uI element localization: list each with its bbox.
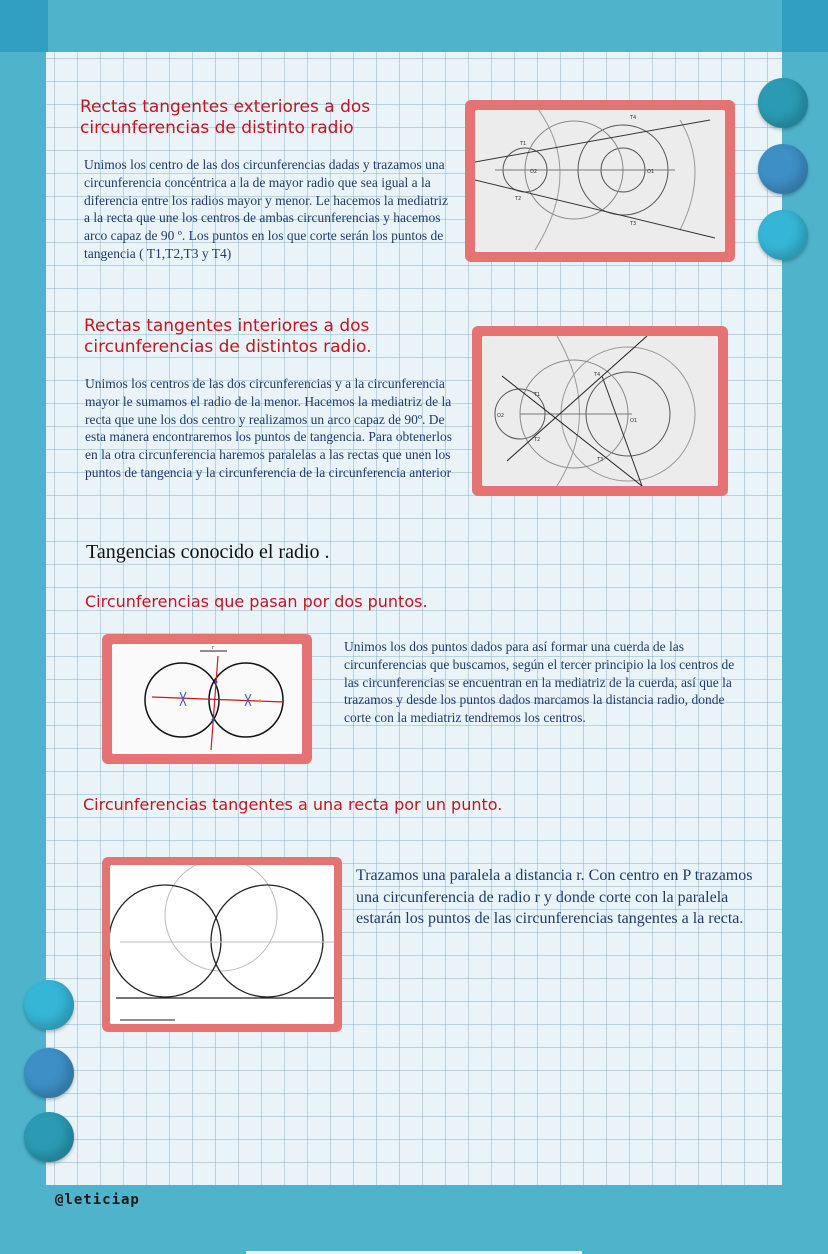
- section2-figure-canvas: [482, 336, 718, 486]
- section4-heading: Circunferencias tangentes a una recta por un punto.: [83, 795, 503, 814]
- section1-heading-line1: Rectas tangentes exteriores a dos: [80, 97, 371, 117]
- section4-body: Trazamos una paralela a distancia r. Con centro en P trazamos una circunferencia de radio r y donde corte con la paralela estarán los puntos de las circunferencias tangentes a la recta.: [356, 867, 753, 927]
- two-points-diagram: [112, 644, 302, 754]
- binder-ring-icon: [758, 144, 808, 194]
- top-left-corner: [0, 0, 48, 52]
- section1-body: Unimos los centro de las dos circunferencias dadas y trazamos una circunferencia concéntrica a la de mayor radio que sea igual a la diferencia entre los radios mayor y menor. Le hacemos la mediatriz a la recta que une los centros de ambas circunferencias y hacemos arco capaz de 90 º. Los puntos en los que corte serán los puntos de tangencia ( T1,T2,T3 y T4): [84, 157, 448, 261]
- section3-figure: [102, 634, 312, 764]
- label-t3: T3: [597, 457, 604, 463]
- section1-figure-canvas: [475, 110, 725, 252]
- section1-heading-line2: circunferencias de distinto radio: [80, 118, 354, 138]
- page-title: Tangencias conocido el radio .: [86, 541, 330, 563]
- label-t1: T1: [534, 392, 541, 398]
- label-t4: T4: [594, 372, 601, 378]
- binder-ring-icon: [24, 1048, 74, 1098]
- label-t2: T2: [515, 196, 522, 202]
- exterior-tangents-diagram: [475, 110, 725, 252]
- section2-heading-line1: Rectas tangentes interiores a dos: [84, 316, 370, 336]
- top-right-corner: [782, 0, 828, 52]
- section3-heading: Circunferencias que pasan por dos puntos.: [85, 592, 428, 611]
- binder-ring-icon: [24, 980, 74, 1030]
- label-o1: O1: [647, 169, 655, 175]
- binder-ring-icon: [758, 78, 808, 128]
- label-o2: O2: [530, 169, 538, 175]
- label-t3: T3: [630, 221, 637, 227]
- label-t4: T4: [630, 115, 637, 121]
- author-handle: @leticiap: [55, 1192, 140, 1208]
- tangent-to-line-diagram: [110, 865, 334, 1024]
- section2-heading-line2: circunferencias de distintos radio.: [84, 337, 372, 357]
- label-o1: O1: [630, 418, 638, 424]
- section3-body: Unimos los dos puntos dados para así formar una cuerda de las circunferencias que buscamos, según el tercer principio la los centros de las circunferencias se encuentran en la mediatriz de la cuerda, así que la trazamos y desde los puntos dados marcamos la distancia radio, donde corte con la mediatriz tendremos los centros.: [344, 639, 735, 726]
- section1-figure: [465, 100, 735, 262]
- section2-body: Unimos los centros de las dos circunferencias y a la circunferencia mayor le sumamos el radio de la menor. Hacemos la mediatriz de la recta que une los dos centro y realizamos un arco capaz de 90º. De esta manera encontraremos los puntos de tangencia. Para obtenerlos en la otra circunferencia haremos paralelas a las rectas que unen los puntos de tangencia y la circunferencia de la circunferencia anterior: [85, 376, 452, 480]
- section4-figure-canvas: [110, 865, 334, 1024]
- binder-ring-icon: [24, 1112, 74, 1162]
- label-r: r: [212, 645, 215, 651]
- label-o2: O2: [497, 413, 505, 419]
- interior-tangents-diagram: [482, 336, 718, 486]
- section4-figure: [102, 857, 342, 1032]
- section3-figure-canvas: [112, 644, 302, 754]
- binder-ring-icon: [758, 210, 808, 260]
- section2-heading: [84, 316, 372, 358]
- label-t2: T2: [534, 437, 541, 443]
- section1-heading: [80, 97, 370, 139]
- top-band: [0, 0, 828, 52]
- label-t1: T1: [520, 141, 527, 147]
- section2-figure: [472, 326, 728, 496]
